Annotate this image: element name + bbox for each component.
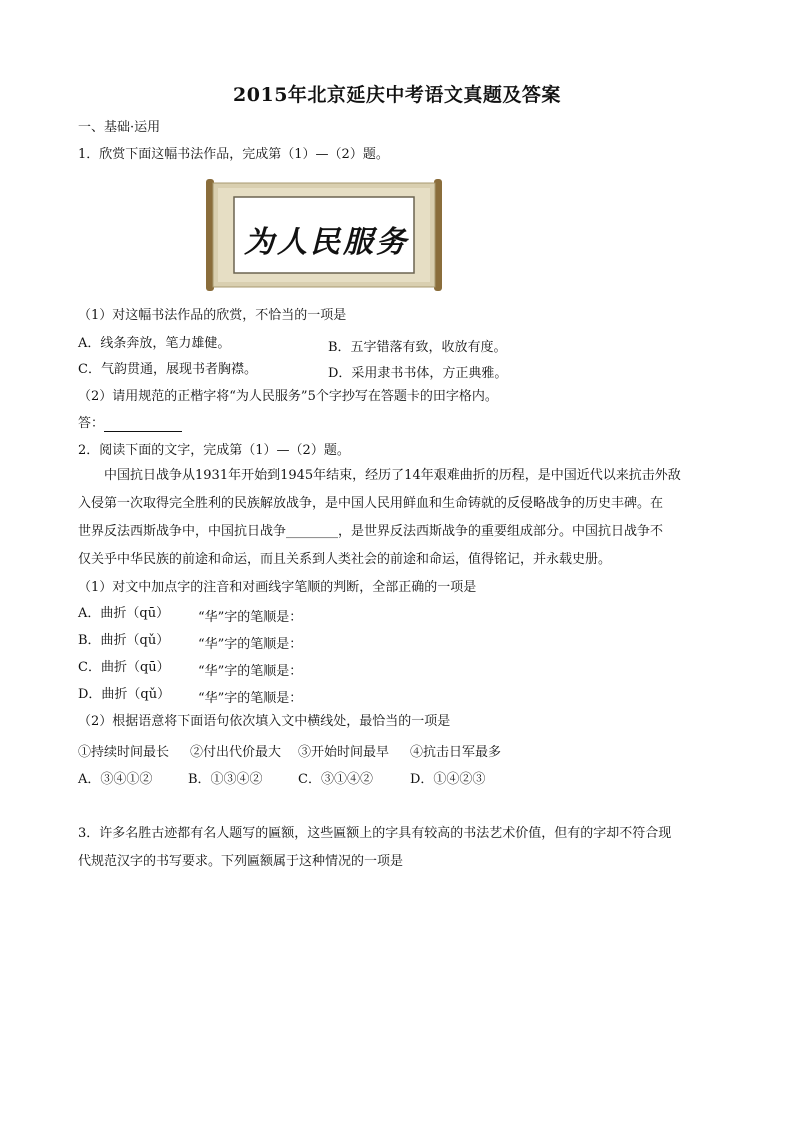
q2-option-label: C．曲折（qū） bbox=[78, 660, 170, 675]
section-heading: 一、基础·运用 bbox=[78, 120, 161, 135]
calligraphy-text: 为人民服务 bbox=[244, 225, 409, 260]
q2-option-stroke: “华”字的笔顺是： bbox=[198, 691, 303, 706]
q2-option-stroke: “华”字的笔顺是： bbox=[198, 610, 303, 625]
q3-text bbox=[78, 820, 734, 876]
q2-option-row bbox=[78, 633, 169, 649]
q2-answer-c: C．③①④② bbox=[298, 772, 373, 787]
calligraphy-scroll-image bbox=[206, 175, 442, 295]
passage-line: 入侵第一次取得完全胜利的民族解放战争，是中国人民用鲜血和生命铸就的反侵略战争的历史丰碑。在 bbox=[78, 496, 664, 511]
q3-line: 3．许多名胜古迹都有名人题写的匾额，这些匾额上的字具有较高的书法艺术价值，但有的字却不符合现 bbox=[78, 826, 672, 841]
q2-option-row bbox=[78, 606, 169, 622]
passage-line: 中国抗日战争从1931年开始到1945年结束，经历了14年艰难曲折的历程，是中国近代以来抗击外敌 bbox=[104, 468, 681, 483]
page-title: 2015年北京延庆中考语文真题及答案 bbox=[233, 84, 561, 106]
answer-label: 答： bbox=[78, 416, 105, 431]
q2-passage bbox=[78, 462, 734, 574]
q1-option-b: B．五字错落有致，收放有度。 bbox=[328, 340, 507, 355]
q2-sub1: （1）对文中加点字的注音和对画线字笔顺的判断，全部正确的一项是 bbox=[78, 580, 477, 595]
passage-line: 世界反法西斯战争中，中国抗日战争________，是世界反法西斯战争的重要组成部分。中国抗日战争不 bbox=[78, 524, 664, 539]
phrase-1: ①持续时间最长 bbox=[78, 745, 170, 760]
q2-option-stroke: “华”字的笔顺是： bbox=[198, 637, 303, 652]
q1-option-d: D．采用隶书书体，方正典雅。 bbox=[328, 366, 508, 381]
q2-sub2: （2）根据语意将下面语句依次填入文中横线处，最恰当的一项是 bbox=[78, 714, 451, 729]
q1-sub2: （2）请用规范的正楷字将“为人民服务”5个字抄写在答题卡的田字格内。 bbox=[78, 389, 498, 404]
q2-answer-d: D．①④②③ bbox=[410, 772, 486, 787]
phrase-4: ④抗击日军最多 bbox=[410, 745, 502, 760]
q2-option-label: B．曲折（qǔ） bbox=[78, 633, 170, 648]
q1-option-a: A．线条奔放，笔力雄健。 bbox=[78, 336, 231, 351]
q2-option-stroke: “华”字的笔顺是： bbox=[198, 664, 303, 679]
q1-option-c: C．气韵贯通，展现书者胸襟。 bbox=[78, 362, 257, 377]
q1-sub1: （1）对这幅书法作品的欣赏，不恰当的一项是 bbox=[78, 308, 347, 323]
q2-answer-a: A．③④①② bbox=[78, 772, 153, 787]
q2-option-label: D．曲折（qǔ） bbox=[78, 687, 171, 702]
q2-answer-b: B．①③④② bbox=[188, 772, 263, 787]
phrase-3: ③开始时间最早 bbox=[298, 745, 390, 760]
q2-option-row bbox=[78, 687, 170, 703]
q2-option-row bbox=[78, 660, 170, 676]
phrase-2: ②付出代价最大 bbox=[190, 745, 282, 760]
q2-option-label: A．曲折（qū） bbox=[78, 606, 170, 621]
q1-stem: 1．欣赏下面这幅书法作品，完成第（1）—（2）题。 bbox=[78, 147, 389, 162]
answer-row bbox=[78, 416, 182, 432]
passage-line: 仅关乎中华民族的前途和命运，而且关系到人类社会的前途和命运，值得铭记，并永载史册。 bbox=[78, 552, 612, 567]
q3-line: 代规范汉字的书写要求。下列匾额属于这种情况的一项是 bbox=[78, 854, 404, 869]
q2-stem: 2．阅读下面的文字，完成第（1）—（2）题。 bbox=[78, 443, 350, 458]
answer-blank bbox=[104, 417, 182, 432]
